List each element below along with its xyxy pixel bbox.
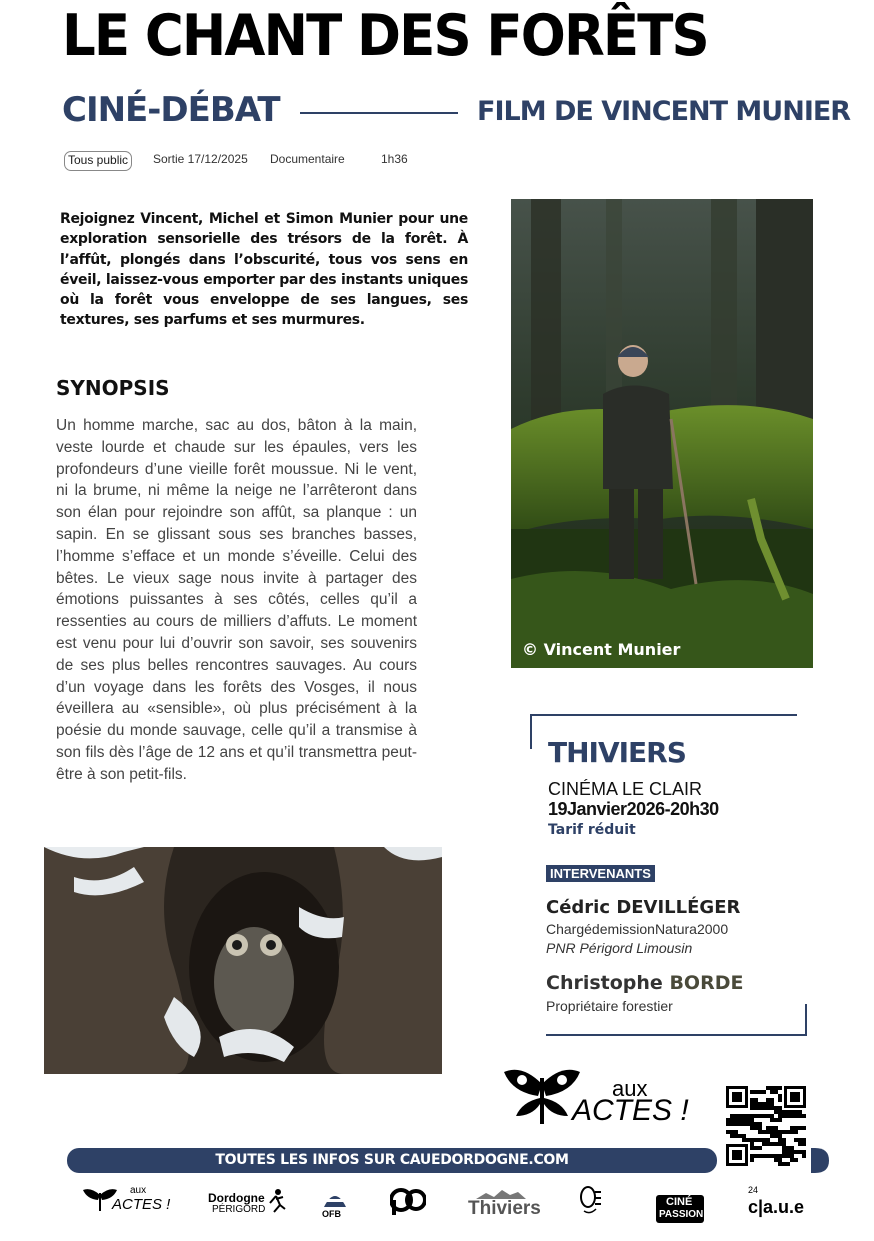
qr-module (754, 1126, 758, 1130)
qr-module (750, 1138, 754, 1142)
qr-module (762, 1090, 766, 1094)
qr-module (790, 1114, 794, 1118)
qr-module (786, 1110, 790, 1114)
qr-module (762, 1130, 766, 1134)
qr-module (766, 1086, 770, 1090)
qr-module (786, 1130, 790, 1134)
partner-aux-text: aux (130, 1185, 147, 1196)
qr-module (778, 1094, 782, 1098)
qr-module (770, 1130, 774, 1134)
qr-module (750, 1122, 754, 1126)
qr-module (758, 1126, 762, 1130)
partner-dordogne-text: Dordogne (208, 1191, 265, 1205)
qr-module (750, 1090, 754, 1094)
partner-logo-caue (748, 1185, 810, 1225)
event-type-heading: CINÉ-DÉBAT (62, 90, 280, 130)
release-date: Sortie 17/12/2025 (153, 152, 248, 166)
qr-module (766, 1142, 770, 1146)
qr-module (754, 1106, 758, 1110)
qr-module (778, 1134, 782, 1138)
qr-module (730, 1134, 734, 1138)
qr-module (758, 1114, 762, 1118)
speaker-name (546, 972, 743, 994)
qr-module (798, 1114, 802, 1118)
qr-module (746, 1118, 750, 1122)
qr-module (794, 1110, 798, 1114)
qr-module (758, 1122, 762, 1126)
qr-module (750, 1114, 754, 1118)
qr-module (750, 1142, 754, 1146)
qr-module (778, 1130, 782, 1134)
qr-module (750, 1098, 754, 1102)
qr-module (726, 1130, 730, 1134)
synopsis-text: Un homme marche, sac au dos, bâton à la main, veste lourde et chaude sur les épaules, vers les profondeurs d’une vieille forêt moussue. Ni le vent, ni la brume, ni même la neige ne l’arrêteront dans son élan pour rejoindre son affût, sa planque : un sapin. En se glissant sous ses branches basses, l’homme s’efface et un monde s’éveille. Celui des bêtes. Le vieux sage nous invite à partager des émotions puissantes à ses côtés, celles qu’il a ressenties au cours de milliers d’affuts. Le moment est venu pour lui d’ouvrir son savoir, ses souvenirs de ses plus belles rencontres sauvages. Au cours d’un voyage dans les forêts des Vosges, il nous éveillera au «sensible», où plus précisément à la poésie du monde sauvage, celle qu’il a transmise à son fils dès l’âge de 12 ans et qu’il transmettra peut-être à son petit-fils. (56, 417, 417, 783)
qr-module (798, 1126, 802, 1130)
speakers-frame-bottom (546, 1034, 807, 1036)
film-director-heading: FILM DE VINCENT MUNIER (477, 96, 851, 127)
qr-module (778, 1142, 782, 1146)
qr-module (758, 1138, 762, 1142)
qr-module (746, 1138, 750, 1142)
qr-module (746, 1122, 750, 1126)
qr-module (770, 1086, 774, 1090)
qr-module (734, 1114, 738, 1118)
qr-module (754, 1098, 758, 1102)
qr-module (770, 1134, 774, 1138)
qr-module (738, 1118, 742, 1122)
partner-logo-thiviers (466, 1185, 541, 1225)
pnr-emblem-icon (390, 1187, 426, 1217)
qr-module (750, 1106, 754, 1110)
qr-module (766, 1098, 770, 1102)
qr-module (778, 1138, 782, 1142)
header-divider (300, 112, 458, 114)
logo-text-actes: ACTES ! (572, 1094, 689, 1127)
qr-module (766, 1138, 770, 1142)
qr-module (758, 1102, 762, 1106)
partner-actes-text: ACTES ! (112, 1196, 171, 1213)
qr-module (774, 1090, 778, 1094)
qr-module (778, 1098, 782, 1102)
qr-module (798, 1110, 802, 1114)
qr-module (766, 1126, 770, 1130)
parc-emblem-icon (580, 1185, 602, 1223)
partner-thiviers-text: Thiviers (468, 1198, 541, 1219)
qr-module (750, 1126, 754, 1130)
qr-module (774, 1126, 778, 1130)
partner-logo-pnr (390, 1185, 430, 1225)
logo-text-aux: aux (612, 1076, 648, 1101)
qr-module (774, 1134, 778, 1138)
owl-photo (44, 847, 442, 1074)
qr-module (770, 1142, 774, 1146)
partner-cine-text: CINÉ (666, 1196, 693, 1208)
qr-module (798, 1138, 802, 1142)
event-city: THIVIERS (548, 736, 686, 769)
event-frame-top (530, 714, 797, 716)
info-banner-text: TOUTES LES INFOS SUR CAUEDORDOGNE.COM (215, 1152, 569, 1168)
forest-man-photo (511, 199, 813, 668)
speakers-frame-right (805, 1004, 807, 1036)
speakers-label: INTERVENANTS (546, 865, 655, 882)
speaker-first-name: Cédric (546, 897, 611, 918)
qr-module (794, 1114, 798, 1118)
qr-module (774, 1118, 778, 1122)
qr-module (730, 1114, 734, 1118)
qr-module (778, 1086, 782, 1090)
butterfly-icon (502, 1064, 582, 1128)
qr-module (770, 1106, 774, 1110)
qr-module (726, 1118, 730, 1122)
qr-module (726, 1122, 730, 1126)
qr-module (790, 1110, 794, 1114)
qr-module (762, 1106, 766, 1110)
speaker-role: ChargédemissionNatura2000 (546, 921, 729, 937)
qr-module (770, 1118, 774, 1122)
partner-caue-text: c|a.u.e (748, 1197, 805, 1217)
qr-module (794, 1138, 798, 1142)
qr-module (758, 1130, 762, 1134)
audience-badge: Tous public (64, 151, 132, 171)
forest-photo-illustration (511, 199, 813, 668)
qr-module (762, 1142, 766, 1146)
partner-logo-ofb (320, 1185, 350, 1225)
qr-module (762, 1138, 766, 1142)
qr-module (742, 1134, 746, 1138)
qr-module (774, 1086, 778, 1090)
qr-module (762, 1114, 766, 1118)
partner-logo-parc (580, 1185, 610, 1225)
qr-module (730, 1122, 734, 1126)
qr-module (746, 1114, 750, 1118)
qr-module (766, 1130, 770, 1134)
event-venue: CINÉMA LE CLAIR (548, 779, 703, 799)
event-datetime: 19Janvier2026-20h30 (548, 799, 719, 819)
qr-module (754, 1138, 758, 1142)
qr-module (774, 1130, 778, 1134)
duration: 1h36 (381, 152, 408, 166)
event-frame-left (530, 714, 532, 749)
speaker-name (546, 897, 740, 918)
runner-icon (266, 1189, 286, 1213)
qr-module (794, 1126, 798, 1130)
speaker-last-name: DEVILLÉGER (616, 897, 741, 918)
qr-module (730, 1130, 734, 1134)
qr-module (758, 1090, 762, 1094)
qr-module (782, 1110, 786, 1114)
poster-title: LE CHANT DES FORÊTS (62, 3, 708, 69)
qr-module (734, 1130, 738, 1134)
partner-perigord-text: PÉRIGORD (212, 1204, 266, 1215)
partner-caue-number: 24 (748, 1185, 759, 1195)
owl-photo-illustration (44, 847, 442, 1074)
qr-module (766, 1106, 770, 1110)
qr-module (770, 1102, 774, 1106)
qr-module (754, 1102, 758, 1106)
synopsis-heading: SYNOPSIS (56, 376, 170, 400)
qr-module (770, 1098, 774, 1102)
qr-module (770, 1126, 774, 1130)
speaker-last-name: BORDE (669, 972, 744, 994)
qr-module (750, 1118, 754, 1122)
speaker-organization: PNR Périgord Limousin (546, 940, 693, 956)
partner-ofb-text: OFB (322, 1209, 341, 1219)
qr-module (738, 1122, 742, 1126)
qr-module (774, 1142, 778, 1146)
qr-module (754, 1122, 758, 1126)
qr-module (738, 1114, 742, 1118)
qr-module (782, 1130, 786, 1134)
qr-module (770, 1114, 774, 1118)
qr-module (782, 1142, 786, 1146)
qr-module (734, 1122, 738, 1126)
qr-module (794, 1130, 798, 1134)
speaker-first-name: Christophe (546, 972, 663, 994)
intro-paragraph: Rejoignez Vincent, Michel et Simon Munier pour une exploration sensorielle des trésors de la forêt. À l’affût, plongés dans l’obscurité, tous vos sens en éveil, laissez-vous emporter par des instants uniques où la forêt vous enveloppe de ses langues, ses textures, ses parfums et ses murmures. (60, 211, 468, 329)
qr-module (798, 1142, 802, 1146)
qr-module (778, 1114, 782, 1118)
qr-module (762, 1102, 766, 1106)
qr-module (754, 1114, 758, 1118)
qr-module (790, 1130, 794, 1134)
qr-module (786, 1114, 790, 1118)
partner-logo-aux-actes (82, 1185, 170, 1225)
qr-module (742, 1118, 746, 1122)
qr-module (750, 1102, 754, 1106)
event-price: Tarif réduit (548, 822, 636, 838)
qr-module (802, 1142, 806, 1146)
qr-module (790, 1126, 794, 1130)
qr-module (778, 1106, 782, 1110)
qr-module (742, 1114, 746, 1118)
qr-module (734, 1134, 738, 1138)
qr-module (730, 1118, 734, 1122)
qr-module (778, 1118, 782, 1122)
qr-module (802, 1114, 806, 1118)
qr-module (802, 1138, 806, 1142)
qr-module (770, 1090, 774, 1094)
speaker-role: Propriétaire forestier (546, 998, 673, 1014)
genre: Documentaire (270, 152, 345, 166)
qr-module (782, 1138, 786, 1142)
qr-module (742, 1122, 746, 1126)
qr-module (734, 1118, 738, 1122)
qr-module (778, 1110, 782, 1114)
qr-module (742, 1138, 746, 1142)
partner-logo-dordogne (208, 1185, 283, 1225)
ofb-emblem-icon (320, 1187, 350, 1209)
qr-module (802, 1126, 806, 1130)
qr-module (766, 1102, 770, 1106)
partner-passion-text: PASSION (659, 1209, 704, 1220)
photo-credit: © Vincent Munier (522, 640, 681, 659)
qr-module (758, 1106, 762, 1110)
qr-module (774, 1106, 778, 1110)
partner-logo-cine-passion (656, 1185, 704, 1225)
qr-module (754, 1090, 758, 1094)
qr-module (774, 1110, 778, 1114)
qr-module (738, 1134, 742, 1138)
qr-module (782, 1114, 786, 1118)
qr-module (766, 1114, 770, 1118)
